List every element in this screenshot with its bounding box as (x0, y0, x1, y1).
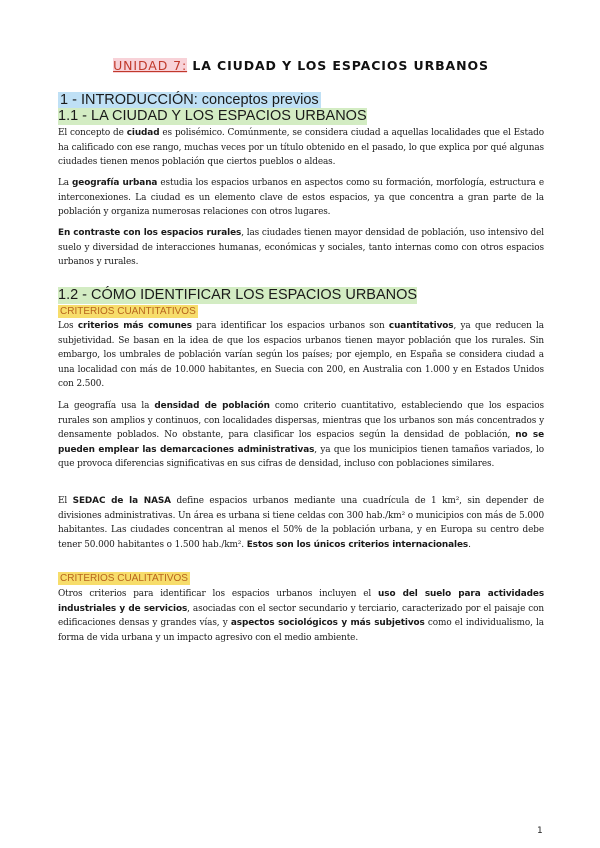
paragraph-sedac-nasa: El SEDAC de la NASA define espacios urbanos mediante una cuadrícula de 1 km², sin depender de divisiones administrativas. Un área es urbana si tiene celdas con 300 hab./km² o municipios con más de 5.000 habitantes. Las ciudades concentran al menos el 50% de la población urbana, y en Europa su centro debe tener 50.000 habitantes o 1.500 hab./km². Estos son los únicos criterios internacionales. (58, 496, 544, 550)
subsection-heading-identificar: 1.2 - CÓMO IDENTIFICAR LOS ESPACIOS URBANOS (58, 287, 418, 303)
section-heading-introduccion: 1 - INTRODUCCIÓN: conceptos previos (60, 92, 319, 108)
paragraph-criterios-comunes: Los criterios más comunes para identificar los espacios urbanos son cuantitativos, ya que reducen la subjetividad. Se basan en la idea de que los espacios urbanos tienen mayor población que los rurales. Sin embargo, los umbrales de población varían según los países; por ejemplo, en España se considera ciudad a una localidad con más de 10.000 habitantes, en Suecia con 200, en Australia con 1.000 y en Estados Unidos con 2.500. (58, 321, 544, 390)
criteria-heading-cualitativos: CRITERIOS CUALITATIVOS (60, 573, 188, 584)
criteria-heading-cuantitativos: CRITERIOS CUANTITATIVOS (60, 306, 196, 317)
document-title (58, 58, 544, 73)
paragraph-contraste-rural: En contraste con los espacios rurales, las ciudades tienen mayor densidad de población, uso intensivo del suelo y diversidad de interacciones humanas, económicas y sociales, tanto internas como con otros espacios urbanos y rurales. (58, 228, 544, 268)
paragraph-criterios-cualitativos: Otros criterios para identificar los espacios urbanos incluyen el uso del suelo para actividades industriales y de servicios, asociadas con el sector secundario y terciario, caracterizado por el paisaje con edificaciones densas y grandes vías, y aspectos sociológicos y más subjetivos como el individualismo, la forma de vida urbana y un impacto agresivo con el medio ambiente. (58, 589, 544, 643)
subsection-heading-ciudad: 1.1 - LA CIUDAD Y LOS ESPACIOS URBANOS (58, 108, 367, 124)
paragraph-concepto-ciudad: El concepto de ciudad es polisémico. Comúnmente, se considera ciudad a aquellas localidades que el Estado ha calificado con ese rango, muchas veces por un título obtenido en el pasado, lo que explica por qué algunas ciudades tienen menos población que ciertos pueblos o aldeas. (58, 128, 544, 168)
title-text: LA CIUDAD Y LOS ESPACIOS URBANOS (187, 58, 489, 73)
unit-label: UNIDAD 7: (113, 58, 188, 73)
paragraph-geografia-urbana: La geografía urbana estudia los espacios urbanos en aspectos como su formación, morfología, estructura e interconexiones. La ciudad es un elemento clave de estos espacios, ya que concentra a gran parte de la población y organiza numerosas relaciones con otros lugares. (58, 178, 544, 218)
paragraph-densidad-poblacion: La geografía usa la densidad de población como criterio cuantitativo, estableciendo que los espacios rurales son amplios y continuos, con localidades dispersas, mientras que los urbanos son más concentrados y densamente poblados. No obstante, para clasificar los espacios según la densidad de población, no se pueden emplear las demarcaciones administrativas, ya que los municipios tienen tamaños variados, lo que provoca diferencias significativas en sus cifras de densidad, incluso con poblaciones similares. (58, 401, 545, 470)
page-number: 1 (537, 826, 543, 836)
